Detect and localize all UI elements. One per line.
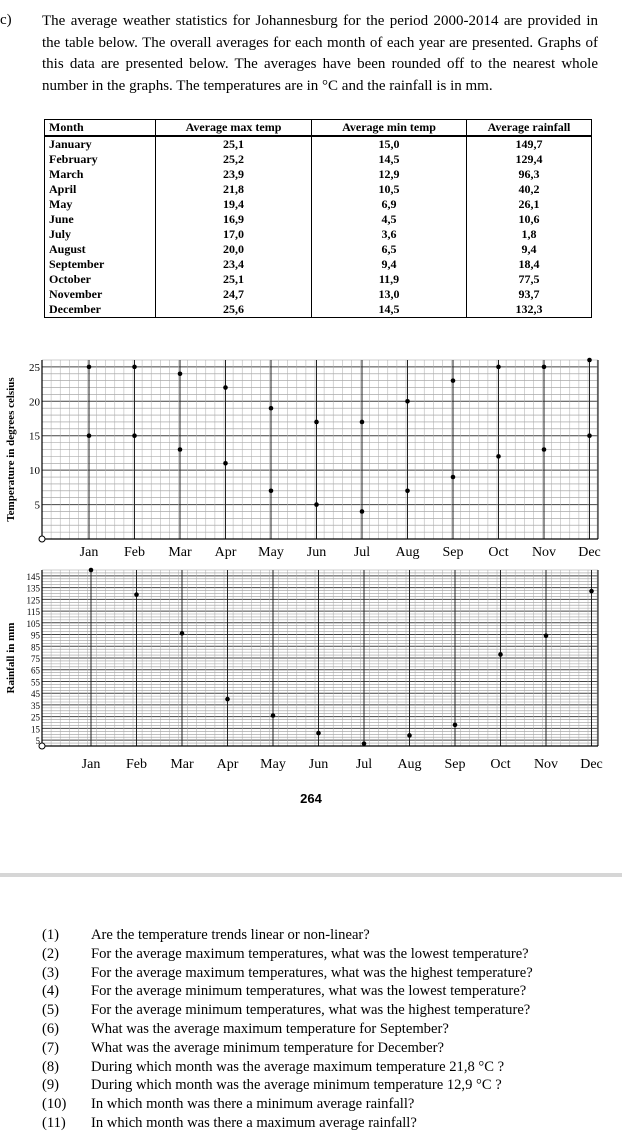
x-tick-label: Jan [79,545,99,560]
question-item [42,945,617,964]
question-item [42,964,617,983]
table-row [45,257,592,272]
data-point [225,697,230,702]
table-header-row [45,120,592,137]
cell-month: April [45,182,156,197]
question-number: (4) [42,983,60,1000]
question-number: (10) [42,1096,67,1113]
page-number: 264 [300,791,322,806]
cell-rainfall: 1,8 [467,227,592,242]
question-text: For the average maximum temperatures, what was the lowest temperature? [91,945,529,962]
question-item [42,1020,617,1039]
x-tick-label: Nov [531,545,557,560]
data-point [178,371,183,376]
table-row [45,302,592,318]
data-point [269,489,274,494]
cell-month: June [45,212,156,227]
data-point [542,365,547,370]
y-tick-label: 15 [29,430,40,443]
cell-rainfall: 40,2 [467,182,592,197]
data-point [223,461,228,466]
question-number: (7) [42,1039,60,1056]
origin-marker [39,536,45,542]
data-point [587,433,592,438]
cell-rainfall: 18,4 [467,257,592,272]
y-tick-label: 85 [31,642,40,653]
cell-rainfall: 9,4 [467,242,592,257]
data-point [405,399,410,404]
x-tick-label: May [260,757,286,772]
question-item [42,982,617,1001]
data-point [453,723,458,728]
cell-max-temp: 17,0 [156,227,312,242]
x-tick-label: Dec [580,757,603,772]
data-point [89,568,94,573]
question-item [42,1076,617,1095]
cell-month: November [45,287,156,302]
y-tick-label: 115 [26,607,40,618]
x-tick-label: Apr [216,757,239,772]
x-tick-label: Mar [168,545,192,560]
cell-max-temp: 25,1 [156,272,312,287]
cell-min-temp: 4,5 [312,212,467,227]
question-number: (2) [42,945,60,962]
y-tick-label: 5 [35,736,40,747]
data-point [587,358,592,363]
table-row [45,227,592,242]
cell-rainfall: 96,3 [467,167,592,182]
table-row [45,212,592,227]
data-point [360,420,365,425]
data-point [407,733,412,738]
cell-rainfall: 77,5 [467,272,592,287]
data-point [180,631,185,636]
question-number: (1) [42,927,60,943]
cell-rainfall: 10,6 [467,212,592,227]
cell-max-temp: 21,8 [156,182,312,197]
weather-table [44,119,592,318]
question-item [42,1001,617,1020]
table-row [45,242,592,257]
y-tick-label: 65 [31,665,40,676]
x-tick-label: Jan [81,757,101,772]
x-tick-label: Sep [442,545,464,560]
data-point [223,385,228,390]
question-item [42,1114,617,1133]
question-text: What was the average maximum temperature for September? [91,1020,449,1037]
cell-min-temp: 9,4 [312,257,467,272]
y-tick-label: 25 [31,712,40,723]
cell-rainfall: 93,7 [467,287,592,302]
data-point [451,475,456,480]
x-tick-label: Jun [308,757,329,772]
y-tick-label: 75 [31,654,40,664]
cell-max-temp: 25,1 [156,136,312,152]
question-number: (6) [42,1020,60,1037]
data-point [314,420,319,425]
intro-paragraph: The average weather statistics for Johannesburg for the period 2000-2014 are provided in the table below. The overall averages for each month of each year are presented. Graphs of this data are presented below. The averages have been rounded off to the nearest whole number in the graphs. The temperatures are in °C and the rainfall is in mm. [42,13,598,94]
question-list [42,926,617,1133]
x-tick-label: Feb [124,545,145,560]
x-tick-label: Jun [306,545,327,560]
table-row [45,272,592,287]
cell-min-temp: 3,6 [312,227,467,242]
question-text: During which month was the average maximum temperature 21,8 °C ? [91,1058,505,1075]
data-point [269,406,274,411]
y-tick-label: 125 [26,595,40,606]
x-tick-label: Feb [126,757,147,772]
y-tick-label: 55 [31,677,40,688]
cell-max-temp: 25,6 [156,302,312,318]
table-row [45,287,592,302]
question-item [42,1058,617,1077]
data-point [405,489,410,494]
question-number: (5) [42,1002,60,1019]
y-tick-label: 95 [31,630,40,641]
y-tick-label: 20 [29,396,40,409]
cell-month: February [45,152,156,167]
y-tick-label: 45 [31,689,40,700]
question-number: (9) [42,1077,60,1094]
data-point [87,433,92,438]
cell-month: December [45,302,156,318]
x-tick-label: Oct [490,757,511,772]
x-tick-label: Oct [488,545,509,560]
cell-rainfall: 129,4 [467,152,592,167]
data-point [496,365,501,370]
section-label: c) [0,12,12,28]
cell-month: January [45,136,156,152]
data-point [542,447,547,452]
table-row [45,152,592,167]
question-text: In which month was there a minimum average rainfall? [91,1096,415,1113]
data-point [134,592,139,597]
question-text: For the average minimum temperatures, what was the highest temperature? [91,1002,531,1019]
header-max-temp: Average max temp [156,120,312,137]
cell-max-temp: 24,7 [156,287,312,302]
cell-max-temp: 25,2 [156,152,312,167]
cell-month: July [45,227,156,242]
y-tick-label: 5 [34,499,40,512]
y-tick-label: 35 [31,700,40,711]
cell-max-temp: 19,4 [156,197,312,212]
x-tick-label: Mar [170,757,194,772]
cell-month: October [45,272,156,287]
cell-min-temp: 6,5 [312,242,467,257]
page-divider [0,873,622,877]
x-tick-label: Aug [397,757,422,772]
cell-month: September [45,257,156,272]
cell-min-temp: 13,0 [312,287,467,302]
x-tick-label: Sep [444,757,466,772]
table-body [45,136,592,318]
table-row [45,167,592,182]
cell-min-temp: 10,5 [312,182,467,197]
header-min-temp: Average min temp [312,120,467,137]
x-tick-label: Jul [353,545,371,560]
data-point [496,454,501,459]
cell-max-temp: 16,9 [156,212,312,227]
cell-month: March [45,167,156,182]
data-point [132,365,137,370]
data-point [362,741,367,746]
question-number: (3) [42,964,60,981]
question-item [42,1095,617,1114]
cell-month: May [45,197,156,212]
data-point [589,589,594,594]
table-row [45,136,592,152]
data-point [132,433,137,438]
y-tick-label: 145 [26,571,40,582]
data-point [271,713,276,718]
x-tick-label: May [258,545,284,560]
cell-max-temp: 23,4 [156,257,312,272]
question-number: (8) [42,1058,60,1075]
question-text: Are the temperature trends linear or non-linear? [91,927,370,943]
rainfall-chart [0,564,622,778]
question-text: During which month was the average minimum temperature 12,9 °C ? [91,1077,502,1094]
data-point [178,447,183,452]
cell-max-temp: 23,9 [156,167,312,182]
table-row [45,197,592,212]
data-point [544,633,549,638]
question-item [42,926,617,945]
temperature-chart [0,352,622,564]
cell-min-temp: 15,0 [312,136,467,152]
data-point [314,502,319,507]
x-tick-label: Jul [355,757,373,772]
x-tick-label: Aug [395,545,420,560]
table-row [45,182,592,197]
y-tick-label: 105 [26,618,40,629]
question-text: In which month was there a maximum average rainfall? [91,1114,417,1131]
x-tick-label: Nov [533,757,559,772]
question-text: For the average maximum temperatures, what was the highest temperature? [91,964,533,981]
question-item [42,1039,617,1058]
cell-rainfall: 132,3 [467,302,592,318]
cell-month: August [45,242,156,257]
data-point [451,378,456,383]
cell-max-temp: 20,0 [156,242,312,257]
cell-min-temp: 6,9 [312,197,467,212]
y-tick-label: 25 [29,361,40,374]
header-rainfall: Average rainfall [467,120,592,137]
cell-min-temp: 14,5 [312,152,467,167]
header-month: Month [45,120,156,137]
data-point [316,731,321,736]
cell-min-temp: 14,5 [312,302,467,318]
x-tick-label: Dec [578,545,601,560]
question-text: What was the average minimum temperature for December? [91,1039,444,1056]
y-tick-label: 135 [26,583,40,594]
question-text: For the average minimum temperatures, what was the lowest temperature? [91,983,527,1000]
data-point [87,365,92,370]
cell-rainfall: 26,1 [467,197,592,212]
cell-rainfall: 149,7 [467,136,592,152]
data-point [360,509,365,514]
y-axis-label: Rainfall in mm [5,622,17,694]
cell-min-temp: 11,9 [312,272,467,287]
cell-min-temp: 12,9 [312,167,467,182]
y-tick-label: 15 [31,724,40,735]
question-number: (11) [42,1114,66,1131]
y-tick-label: 10 [29,465,40,478]
data-point [498,652,503,657]
y-axis-label: Temperature in degrees celsius [5,377,17,522]
x-tick-label: Apr [214,545,237,560]
